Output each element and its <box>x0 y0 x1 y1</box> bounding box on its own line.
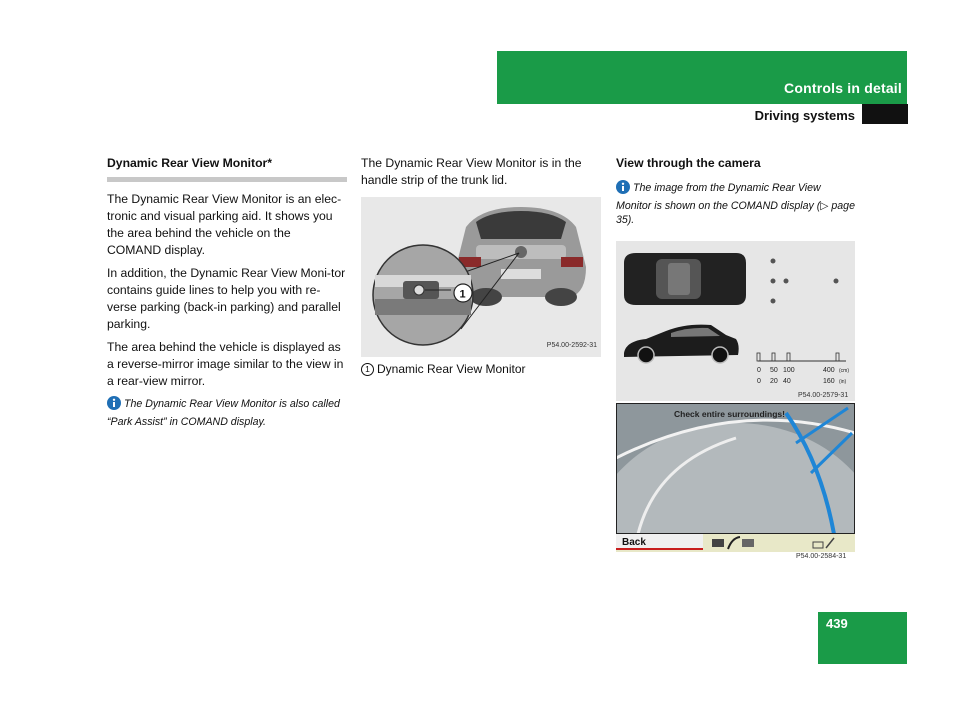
scale-unit-in: (in) <box>839 379 847 385</box>
camera-warning-text: Check entire surroundings! <box>674 409 785 419</box>
scale-cm-0: 0 <box>757 367 761 374</box>
scale-cm-100: 100 <box>783 367 795 374</box>
scale-in-40: 40 <box>783 378 791 385</box>
camera-display-figure <box>616 403 855 552</box>
section-heading: Dynamic Rear View Monitor* <box>107 155 347 182</box>
info-note <box>616 180 856 228</box>
paragraph: The Dynamic Rear View Monitor is in the handle strip of the trunk lid. <box>361 156 582 187</box>
section-heading: View through the camera <box>616 156 761 170</box>
section-title: Driving systems <box>754 108 855 123</box>
chapter-title: Controls in detail <box>784 80 902 96</box>
note-text: The Dynamic Rear View Monitor is also called “Park Assist” in COMAND display. <box>107 398 340 428</box>
info-note <box>107 396 347 429</box>
scale-unit-cm: (cm) <box>839 368 849 374</box>
display-softkey-bar <box>616 534 855 552</box>
scale-in-0: 0 <box>757 378 761 385</box>
paragraph: In addition, the Dynamic Rear View Moni-tor contains guide lines to help you with re-verse parking (back-in parking) and parallel parking. <box>107 266 346 331</box>
note-text: The image from the Dynamic Rear View Monitor is shown on the COMAND display (▷ page 35). <box>616 182 855 226</box>
back-button[interactable]: Back <box>616 534 703 550</box>
scale-in-20: 20 <box>770 378 778 385</box>
scale-cm-50: 50 <box>770 367 778 374</box>
callout-number: 1 <box>459 288 466 301</box>
scale-in-160: 160 <box>823 378 835 385</box>
figure-code: P54.00-2584-31 <box>796 553 847 560</box>
info-icon <box>107 396 121 415</box>
caption-text: Dynamic Rear View Monitor <box>377 362 526 376</box>
info-icon <box>616 180 630 199</box>
section-tab-marker <box>862 104 908 124</box>
figure-code: P54.00-2592-31 <box>546 342 597 349</box>
header-band <box>497 51 907 104</box>
scale-cm-400: 400 <box>823 367 835 374</box>
column-camera-view <box>616 155 856 228</box>
caption-number: 1 <box>361 363 374 376</box>
camera-range-figure <box>616 241 855 401</box>
figure-code: P54.00-2579-31 <box>798 392 849 399</box>
figure-caption <box>361 361 601 378</box>
paragraph: The area behind the vehicle is displayed as a reverse-mirror image similar to the view in a rear-view mirror. <box>107 340 344 388</box>
column-location <box>361 155 601 378</box>
paragraph: The Dynamic Rear View Monitor is an elec-tronic and visual parking aid. It shows you the area behind the vehicle on the COMAND display. <box>107 192 342 257</box>
column-intro <box>107 155 347 429</box>
trunk-camera-figure <box>361 197 601 357</box>
page-number: 439 <box>826 616 848 631</box>
